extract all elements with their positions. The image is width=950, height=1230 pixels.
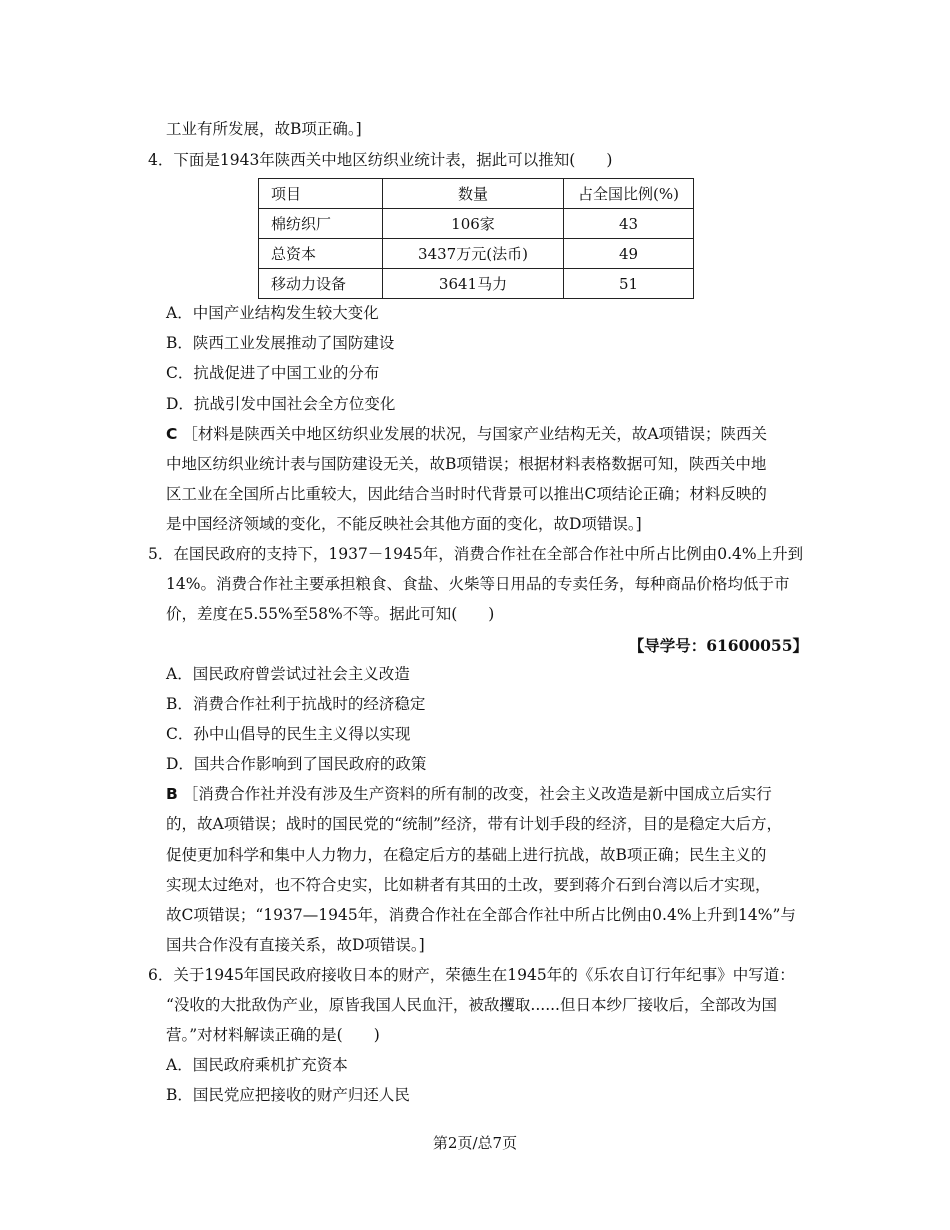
table-cell: 3641马力 (383, 269, 564, 299)
table-cell: 移动力设备 (259, 269, 383, 299)
table-cell: 总资本 (259, 239, 383, 269)
table-row (259, 269, 694, 299)
q4-answer-key: C (166, 425, 178, 443)
q4-option-b: B．陕西工业发展推动了国防建设 (166, 334, 395, 352)
table-cell: 棉纺织厂 (259, 209, 383, 239)
q5-stem-line-1: 5．在国民政府的支持下，1937－1945年，消费合作社在全部合作社中所占比例由0.4%上升到 (148, 545, 804, 563)
table-cell: 51 (564, 269, 694, 299)
q6-stem-line-2: “没收的大批敌伪产业，原皆我国人民血汗，被敌攫取......但日本纱厂接收后，全部改为国 (166, 996, 777, 1014)
table-header-row (259, 179, 694, 209)
q5-answer-line-3: 促使更加科学和集中人力物力，在稳定后方的基础上进行抗战，故B项正确；民生主义的 (166, 846, 767, 864)
q6-option-b: B．国民党应把接收的财产归还人民 (166, 1086, 410, 1104)
q5-option-c: C．孙中山倡导的民生主义得以实现 (166, 725, 411, 743)
q6-option-a: A．国民政府乘机扩充资本 (166, 1056, 348, 1074)
q5-explanation: ［消费合作社并没有涉及生产资料的所有制的改变，社会主义改造是新中国成立后实行 (182, 785, 772, 803)
q5-stem-line-2: 14%。消费合作社主要承担粮食、食盐、火柴等日用品的专卖任务，每种商品价格均低于市 (166, 575, 790, 593)
header-ratio: 占全国比例(%) (564, 179, 694, 209)
q4-answer-line-2: 中地区纺织业统计表与国防建设无关，故B项错误；根据材料表格数据可知，陕西关中地 (166, 455, 767, 473)
q5-option-d: D．国共合作影响到了国民政府的政策 (166, 755, 427, 773)
header-quantity: 数量 (383, 179, 564, 209)
table-cell: 3437万元(法币) (383, 239, 564, 269)
previous-answer-tail: 工业有所发展，故B项正确。] (166, 120, 362, 138)
textile-stats-table (258, 178, 694, 299)
q5-answer-line-4: 实现太过绝对，也不符合史实，比如耕者有其田的土改，要到蒋介石到台湾以后才实现， (166, 876, 771, 894)
q4-option-d: D．抗战引发中国社会全方位变化 (166, 395, 396, 413)
table-cell: 106家 (383, 209, 564, 239)
q4-option-c: C．抗战促进了中国工业的分布 (166, 364, 380, 382)
q4-answer-line-1 (166, 424, 767, 444)
q6-stem-line-1: 6．关于1945年国民政府接收日本的财产，荣德生在1945年的《乐农自订行年纪事》中写道： (148, 966, 795, 984)
table-row (259, 239, 694, 269)
q6-stem-line-3: 营。”对材料解读正确的是( ) (166, 1026, 380, 1044)
q4-answer-line-4: 是中国经济领域的变化，不能反映社会其他方面的变化，故D项错误。] (166, 515, 642, 533)
q5-answer-key: B (166, 785, 178, 803)
table-cell: 43 (564, 209, 694, 239)
q5-option-a: A．国民政府曾尝试过社会主义改造 (166, 665, 410, 683)
q5-answer-line-2: 的，故A项错误；战时的国民党的“统制”经济，带有计划手段的经济，目的是稳定大后方， (166, 815, 783, 833)
q4-stem: 4．下面是1943年陕西关中地区纺织业统计表，据此可以推知( ) (148, 151, 613, 169)
q5-option-b: B．消费合作社利于抗战时的经济稳定 (166, 695, 426, 713)
q4-explanation: ［材料是陕西关中地区纺织业发展的状况，与国家产业结构无关，故A项错误；陕西关 (182, 425, 768, 443)
page-footer: 第2页/总7页 (432, 1134, 518, 1152)
table-row (259, 209, 694, 239)
q4-option-a: A．中国产业结构发生较大变化 (166, 304, 379, 322)
q5-answer-line-1 (166, 784, 772, 804)
table-cell: 49 (564, 239, 694, 269)
q5-answer-line-6: 国共合作没有直接关系，故D项错误。] (166, 936, 425, 954)
header-item: 项目 (259, 179, 383, 209)
q5-reference-number: 【导学号：61600055】 (628, 636, 808, 655)
q5-answer-line-5: 故C项错误；“1937—1945年，消费合作社在全部合作社中所占比例由0.4%上升到14%”与 (166, 906, 796, 924)
q4-answer-line-3: 区工业在全国所占比重较大，因此结合当时时代背景可以推出C项结论正确；材料反映的 (166, 485, 767, 503)
q5-stem-line-3: 价，差度在5.55%至58%不等。据此可知( ) (166, 605, 495, 623)
